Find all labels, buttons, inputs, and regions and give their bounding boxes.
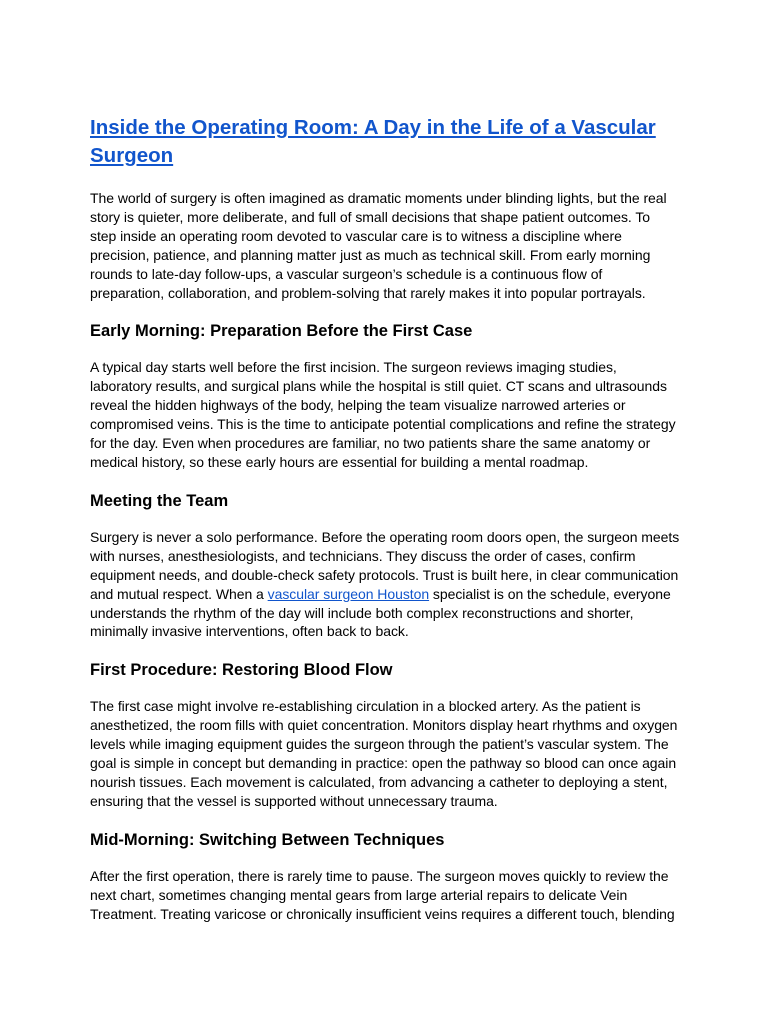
document-title [90,114,680,170]
document-page [90,114,680,923]
body-text-before-link: Surgery is never a solo performance. Before the operating room doors open, the surgeon meets with nurses, anesthesiologists, and technicians. They discuss the order of cases, confirm equipment needs, and double-check safety protocols. Trust is built here, in clear communication and mutual respect. When a [90,528,680,602]
section-heading-first-procedure: First Procedure: Restoring Blood Flow [90,661,393,680]
section-body-first-procedure: The first case might involve re-establishing circulation in a blocked artery. As the patient is anesthetized, the room fills with quiet concentration. Monitors display heart rhythms and oxygen levels while imaging equipment guides the surgeon through the patient’s vascular system. The goal is simple in concept but demanding in practice: open the pathway so blood can once again nourish tissues. Each movement is calculated, from advancing a catheter to deploying a stent, ensuring that the vessel is supported without unnecessary trauma. [90,698,678,809]
section-heading-early-morning: Early Morning: Preparation Before the First Case [90,322,473,341]
section-heading-meeting-team: Meeting the Team [90,491,229,510]
intro-paragraph: The world of surgery is often imagined as dramatic moments under blinding lights, but the real story is quieter, more deliberate, and full of small decisions that shape patient outcomes. To step inside an operating room devoted to vascular care is to witness a discipline where precision, patience, and planning matter just as much as technical skill. From early morning rounds to late-day follow-ups, a vascular surgeon’s schedule is a continuous flow of preparation, collaboration, and problem-solving that rarely makes it into popular portrayals. [90,190,667,301]
section-heading-mid-morning: Mid-Morning: Switching Between Techniques [90,830,445,849]
section-body-early-morning: A typical day starts well before the first incision. The surgeon reviews imaging studies, laboratory results, and surgical plans while the hospital is still quiet. CT scans and ultrasounds reveal the hidden highways of the body, helping the team visualize narrowed arteries or compromised veins. This is the time to anticipate potential complications and refine the strategy for the day. Even when procedures are familiar, no two patients share the same anatomy or medical history, so these early hours are essential for building a mental roadmap. [90,359,676,470]
title-link[interactable]: Inside the Operating Room: A Day in the Life of a Vascular Surgeon [90,116,656,167]
vascular-surgeon-houston-link[interactable]: vascular surgeon Houston [267,585,430,602]
body-text-after-link: specialist is on the schedule, everyone understands the rhythm of the day will include both complex reconstructions and shorter, minimally invasive interventions, often back to back. [90,585,671,640]
section-body-meeting-team [90,528,680,641]
section-body-mid-morning: After the first operation, there is rarely time to pause. The surgeon moves quickly to review the next chart, sometimes changing mental gears from large arterial repairs to delicate Vein Treatment. Treating varicose or chronically insufficient veins requires a different touch, blending [90,867,675,922]
